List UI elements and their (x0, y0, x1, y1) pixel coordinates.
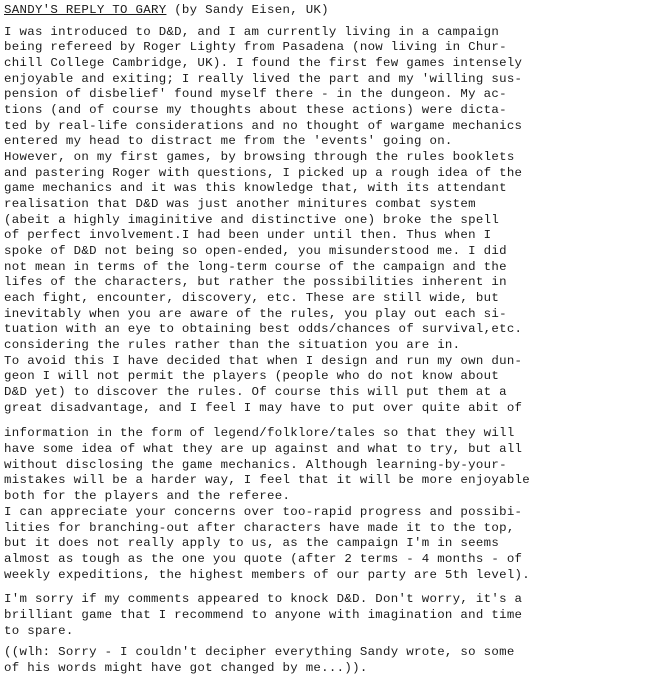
text-line: but it does not really apply to us, as the campaign I'm in seems (4, 536, 500, 550)
text-line: not mean in terms of the long-term course of the campaign and the (4, 260, 507, 274)
text-line: spoke of D&D not being so open-ended, you misunderstood me. I did (4, 244, 507, 258)
text-line: tuation with an eye to obtaining best odds/chances of survival,etc. (4, 322, 523, 336)
text-line: realisation that D&D was just another minitures combat system (4, 197, 476, 211)
text-line: lifes of the characters, but rather the possibilities inherent in (4, 275, 507, 289)
text-line: weekly expeditions, the highest members of our party are 5th level). (4, 568, 531, 582)
heading (4, 3, 329, 18)
text-line: both for the players and the referee. (4, 489, 291, 503)
text-line: to spare. (4, 624, 74, 638)
text-line: tions (and of course my thoughts about these actions) were dicta- (4, 103, 507, 117)
text-line: ted by real-life considerations and no thought of wargame mechanics (4, 119, 523, 133)
text-line: of perfect involvement.I had been under until then. Thus when I (4, 228, 492, 242)
text-line: almost as tough as the one you quote (after 2 terms - 4 months - of (4, 552, 523, 566)
text-line: I'm sorry if my comments appeared to knock D&D. Don't worry, it's a (4, 592, 523, 606)
text-line: brilliant game that I recommend to anyone with imagination and time (4, 608, 523, 622)
text-line: ((wlh: Sorry - I couldn't decipher everything Sandy wrote, so some (4, 645, 515, 659)
text-line: without disclosing the game mechanics. Although learning-by-your- (4, 458, 507, 472)
text-line: enjoyable and exiting; I really lived the part and my 'willing sus- (4, 72, 523, 86)
heading-title: SANDY'S REPLY TO GARY (4, 3, 167, 17)
text-line: being refereed by Roger Lighty from Pasadena (now living in Chur- (4, 40, 507, 54)
text-line: I can appreciate your concerns over too-rapid progress and possibi- (4, 505, 523, 519)
heading-byline: (by Sandy Eisen, UK) (166, 3, 329, 17)
text-line: considering the rules rather than the situation you are in. (4, 338, 461, 352)
text-line: lities for branching-out after characters have made it to the top, (4, 521, 515, 535)
text-line: I was introduced to D&D, and I am currently living in a campaign (4, 25, 500, 39)
text-line: great disadvantage, and I feel I may have to put over quite abit of (4, 401, 523, 415)
text-line: chill College Cambridge, UK). I found the first few games intensely (4, 56, 523, 70)
text-line: To avoid this I have decided that when I design and run my own dun- (4, 354, 523, 368)
text-line: mistakes will be a harder way, I feel that it will be more enjoyable (4, 473, 531, 487)
text-line: of his words might have got changed by me...)). (4, 661, 368, 675)
text-line: game mechanics and it was this knowledge that, with its attendant (4, 181, 507, 195)
text-line: geon I will not permit the players (people who do not know about (4, 369, 500, 383)
text-line: However, on my first games, by browsing through the rules booklets (4, 150, 515, 164)
text-line: and pastering Roger with questions, I picked up a rough idea of the (4, 166, 523, 180)
text-line: pension of disbelief' found myself there - in the dungeon. My ac- (4, 87, 507, 101)
text-line: entered my head to distract me from the 'events' going on. (4, 134, 453, 148)
text-line: have some idea of what they are up against and what to try, but all (4, 442, 523, 456)
text-line: inevitably when you are aware of the rules, you play out each si- (4, 307, 507, 321)
text-line: D&D yet) to discover the rules. Of course this will put them at a (4, 385, 507, 399)
text-line: each fight, encounter, discovery, etc. These are still wide, but (4, 291, 500, 305)
text-line: information in the form of legend/folklore/tales so that they will (4, 426, 515, 440)
text-line: (abeit a highly imaginitive and distinctive one) broke the spell (4, 213, 500, 227)
